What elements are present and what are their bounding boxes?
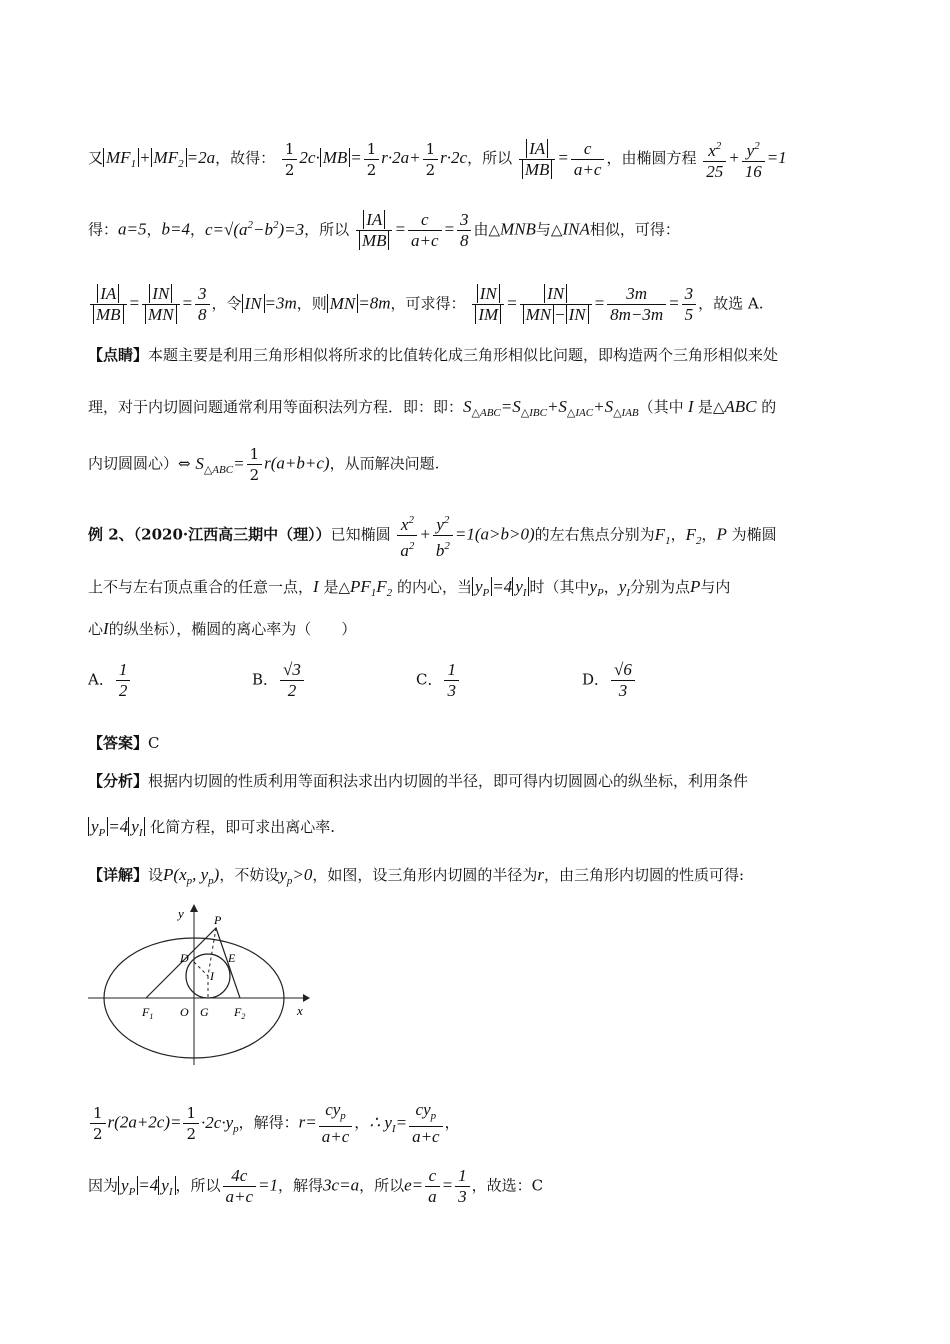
option-c: C． $\frac{1}{3}$	[416, 660, 461, 701]
focus-f2-label: $F_2$	[234, 1005, 246, 1021]
point-p-label: P	[214, 913, 222, 927]
origin-label: O	[180, 1005, 189, 1019]
remark-line-2: 理，对于内切圆问题通常利用等面积法列方程．即：即：$S_{\triangle ABC}=S_{\triangle IBC}+S_{\triangle IAC}+S_{\triangle IAB}$（其中 I 是△ABC 的	[88, 397, 777, 419]
example-2-line-3: 心I的纵坐标），椭圆的离心率为（ ）	[88, 619, 357, 638]
example-2-line-2: 上不与左右顶点重合的任意一点，I 是$\triangle PF_1F_2$ 的内心，当 $y_P =4$ $y_I$ 时（其中$y_P$，$y_I$分别为点P与内	[88, 577, 731, 599]
point-g-label: G	[200, 1005, 209, 1019]
solution-line-2: 得：a=5，b=4，$c=√(a^2-b^2)=3$，所以 $\frac{IA}{MB}$ = $\frac{c}{a+c}$ = $\frac{3}{8}$ 由△MNB与△INA相似，可得：	[88, 210, 680, 250]
remark-line-1: 【点睛】本题主要是利用三角形相似将所求的比值转化成三角形相似比问题，即构造两个三角形相似来处	[88, 346, 779, 364]
remark-line-3: 内切圆圆心）⇔ $S_{\triangle ABC}=$ $\frac{1}{2}$ r(a+b+c)，从而解决问题.	[88, 445, 440, 484]
detail-line-1: 【详解】设$P(x_p$, $y_p$)，不妨设$y_p>0$，如图，设三角形内切圆的半径为r，由三角形内切圆的性质可得:	[88, 865, 745, 887]
point-d-label: D	[180, 951, 189, 965]
equation-line-2: 因为 $y_P =4$ $y_I$ ，所以 $\frac{4c}{a+c}$ =1，解得3c=a，所以e= $\frac{c}{a}$ = $\frac{1}{3}$ ，故选：C	[88, 1166, 544, 1206]
answer-line: 【答案】C	[88, 734, 160, 752]
ellipse-incircle-figure	[88, 900, 318, 1070]
analysis-line-1: 【分析】根据内切圆的性质利用等面积法求出内切圆的半径，即可得内切圆圆心的纵坐标，利用条件	[88, 772, 749, 790]
solution-line-3: $\frac{IA}{MB}$ = $\frac{IN}{MN}$ = $\frac{3}{8}$ ，令 IN =3m，则 MN =8m，可求得： $\frac{IN}{IM}$ = $\frac{IN}{MN - IN}$ = $\frac{3m}{8m-3m}$ = $\frac{3}{5}$ ，故选 A.	[88, 284, 862, 325]
solution-line-1: 又 $MF_1 + MF_2 =2a$，故得： $\frac{1}{2}$ 2c· MB = $\frac{1}{2}$ r·2a+ $\frac{1}{2}$ r·2c，所以 $\frac{IA}{MB}$ = $\frac{c}{a+c}$ ，由椭圆方程 $\frac{x^2}{25}$ + $\frac{y^2}{16}$ =1	[88, 136, 862, 182]
option-a: A． $\frac{1}{2}$	[88, 660, 132, 701]
equation-line-1: $\frac{1}{2}$ r(2a+2c)= $\frac{1}{2}$ $\cdot 2c\cdot y_p$，解得：r= $\frac{cy_p}{a+c}$ ，∴ $y_I=$ $\frac{cy_p}{a+c}$ ，	[88, 1100, 862, 1147]
axis-y-label: y	[178, 906, 184, 921]
option-d: D． $\frac{√6}{3}$	[582, 660, 637, 701]
focus-f1-label: $F_1$	[142, 1005, 154, 1021]
point-e-label: E	[228, 951, 236, 965]
example-2-line-1: 例 2、（2020·江西高三期中（理））已知椭圆 $\frac{x^2}{a^2}$ + $\frac{y^2}{b^2}$ =1(a>b>0)的左右焦点分别为$F_1$，$F_2$，P 为椭圆	[88, 510, 862, 561]
analysis-line-2: $y_P =4$ $y_I$ 化简方程，即可求出离心率.	[88, 816, 862, 844]
point-i-label: I	[210, 969, 214, 983]
axis-x-label: x	[297, 1003, 303, 1018]
option-b: B． $\frac{√3}{2}$	[252, 660, 306, 701]
